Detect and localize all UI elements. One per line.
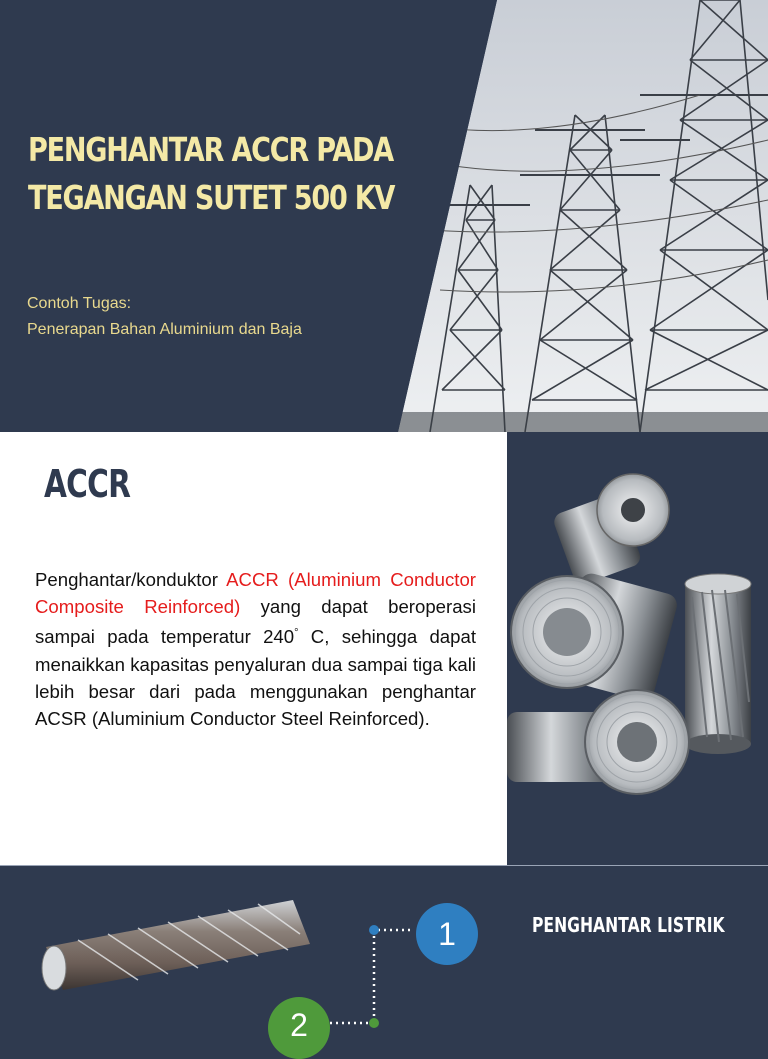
accr-slide [0, 432, 768, 865]
accr-description [35, 566, 476, 732]
degree-symbol: ° [294, 627, 299, 640]
desc-part-1: Penghantar/konduktor [35, 569, 227, 590]
step-1-label: PENGHANTAR LISTRIK [532, 913, 725, 937]
title-line-2: TEGANGAN SUTET 500 KV [28, 178, 395, 217]
desc-part-2: yang dapat beroperasi sampai pada temperatur 240 [35, 596, 476, 648]
desc-highlight: ACCR (Aluminium Conductor Composite Reinforced) [35, 569, 476, 618]
subtitle-line-2: Penerapan Bahan Aluminium dan Baja [27, 321, 302, 338]
timeline-connectors [0, 866, 768, 1025]
step-1-badge: 1 [416, 903, 478, 965]
slide-subtitle [27, 291, 302, 343]
step-2-badge: 2 [268, 997, 330, 1059]
title-line-1: PENGHANTAR ACCR PADA [28, 130, 393, 169]
cable-cross-section-photo [507, 472, 768, 812]
slide-title [28, 126, 395, 222]
title-slide [0, 0, 768, 432]
subtitle-line-1: Contoh Tugas: [27, 295, 132, 312]
accr-heading: ACCR [44, 462, 131, 506]
functions-slide [0, 865, 768, 1043]
desc-part-3: C, sehingga dapat menaikkan kapasitas penyaluran dua sampai tiga kali lebih besar dari pada menggunakan penghantar ACSR (Aluminium Conductor Steel Reinforced). [35, 626, 476, 730]
